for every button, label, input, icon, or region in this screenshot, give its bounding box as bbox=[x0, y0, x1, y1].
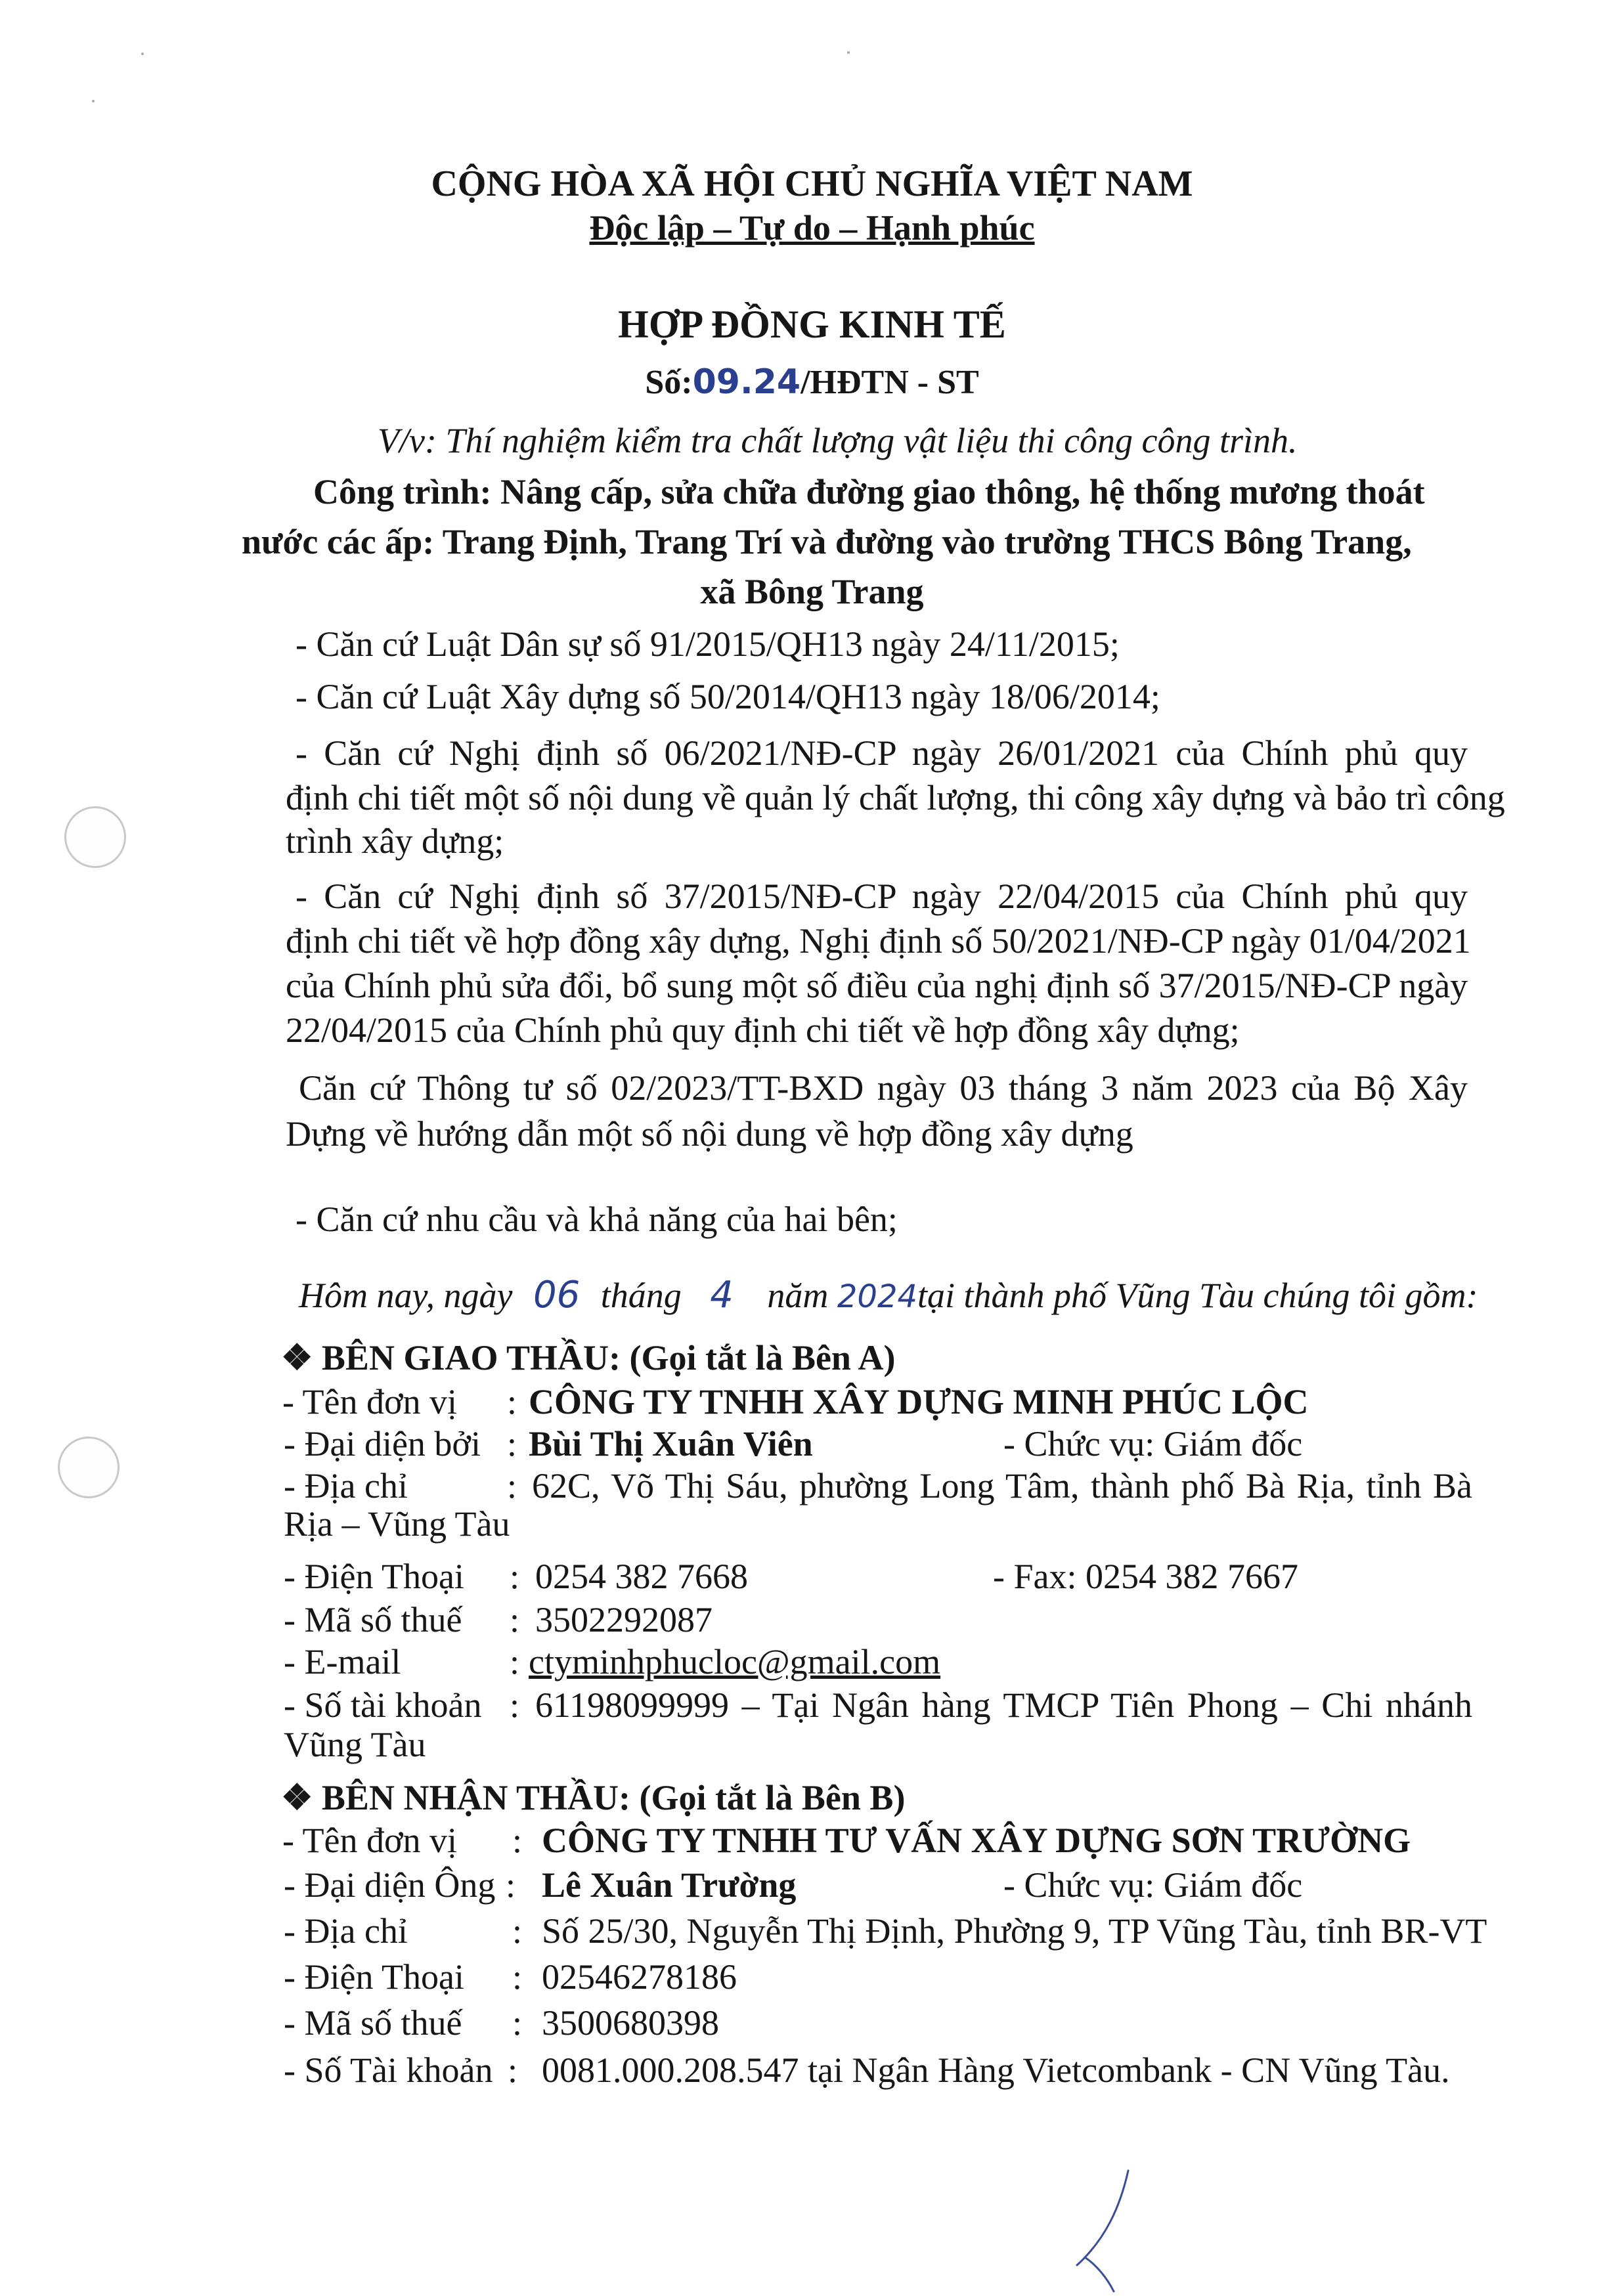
party-b-tax: 3500680398 bbox=[542, 2003, 719, 2043]
pen-stroke-mark bbox=[1051, 2167, 1143, 2296]
party-a-email-label: - E-mail bbox=[284, 1642, 401, 1681]
party-b-sep: : bbox=[506, 1865, 516, 1905]
party-b-sep: : bbox=[512, 1957, 523, 1997]
party-a-fax: - Fax: 0254 382 7667 bbox=[993, 1557, 1298, 1596]
party-a-tax: 3502292087 bbox=[535, 1600, 713, 1639]
punch-hole bbox=[58, 1437, 120, 1498]
party-a-sep: : bbox=[507, 1466, 517, 1505]
party-b-sep: : bbox=[512, 1911, 523, 1951]
legal-basis-5b: Dựng về hướng dẫn một số nội dung về hợp đồng xây dựng bbox=[286, 1114, 1133, 1154]
scan-speck bbox=[847, 51, 850, 54]
party-b-address-label: - Địa chỉ bbox=[284, 1911, 408, 1951]
party-b-rep: Lê Xuân Trường bbox=[542, 1865, 797, 1905]
party-b-name: CÔNG TY TNHH TƯ VẤN XÂY DỰNG SƠN TRƯỜNG bbox=[542, 1821, 1411, 1860]
party-a-rep: Bùi Thị Xuân Viên bbox=[529, 1424, 813, 1463]
party-a-sep: : bbox=[510, 1642, 520, 1681]
handwritten-number: 09.24 bbox=[692, 362, 801, 402]
party-b-heading: ❖ BÊN NHẬN THẦU: (Gọi tắt là Bên B) bbox=[281, 1778, 906, 1817]
legal-basis-5a: Căn cứ Thông tư số 02/2023/TT-BXD ngày 03 tháng 3 năm 2023 của Bộ Xây bbox=[299, 1068, 1468, 1108]
party-b-account-label: - Số Tài khoản bbox=[284, 2050, 493, 2090]
legal-basis-4b: định chi tiết về hợp đồng xây dựng, Nghị định số 50/2021/NĐ-CP ngày 01/04/2021 bbox=[286, 921, 1471, 961]
legal-basis-1: - Căn cứ Luật Dân sự số 91/2015/QH13 ngày 24/11/2015; bbox=[296, 624, 1120, 664]
party-a-account-1: 61198099999 – Tại Ngân hàng TMCP Tiên Phong – Chi nhánh bbox=[535, 1685, 1472, 1725]
handwritten-year: 2024 bbox=[837, 1278, 918, 1315]
scan-speck bbox=[92, 100, 95, 102]
party-a-address-2: Rịa – Vũng Tàu bbox=[284, 1504, 510, 1544]
contract-number: Số:09.24/HĐTN - ST bbox=[645, 362, 979, 402]
project-line-1: Công trình: Nâng cấp, sửa chữa đường giao thông, hệ thống mương thoát bbox=[313, 472, 1425, 511]
party-a-sep: : bbox=[510, 1685, 520, 1725]
scan-speck bbox=[141, 53, 144, 55]
legal-basis-4a: - Căn cứ Nghị định số 37/2015/NĐ-CP ngày 22/04/2015 của Chính phủ quy bbox=[296, 877, 1468, 916]
legal-basis-4c: của Chính phủ sửa đổi, bổ sung một số điều của nghị định số 37/2015/NĐ-CP ngày bbox=[286, 966, 1468, 1005]
party-b-tax-label: - Mã số thuế bbox=[284, 2003, 462, 2043]
party-b-sep: : bbox=[508, 2050, 518, 2090]
project-line-2: nước các ấp: Trang Định, Trang Trí và đường vào trường THCS Bông Trang, bbox=[242, 522, 1412, 561]
party-a-position: - Chức vụ: Giám đốc bbox=[1003, 1424, 1303, 1463]
party-a-name-label: - Tên đơn vị bbox=[282, 1382, 458, 1421]
party-b-name-label: - Tên đơn vị bbox=[282, 1821, 458, 1860]
party-a-sep: : bbox=[510, 1557, 520, 1596]
party-a-account-2: Vũng Tàu bbox=[284, 1725, 426, 1764]
party-b-sep: : bbox=[512, 2003, 523, 2043]
nation-title: CỘNG HÒA XÃ HỘI CHỦ NGHĨA VIỆT NAM bbox=[431, 163, 1193, 204]
party-b-sep: : bbox=[512, 1821, 523, 1860]
contract-title: HỢP ĐỒNG KINH TẾ bbox=[618, 303, 1006, 346]
party-a-tax-label: - Mã số thuế bbox=[284, 1600, 462, 1639]
party-b-position: - Chức vụ: Giám đốc bbox=[1003, 1865, 1303, 1905]
handwritten-month: 4 bbox=[710, 1274, 734, 1316]
party-a-account-label: - Số tài khoản bbox=[284, 1685, 482, 1725]
party-a-sep: : bbox=[507, 1424, 517, 1463]
party-b-phone-label: - Điện Thoại bbox=[284, 1957, 464, 1997]
legal-basis-3a: - Căn cứ Nghị định số 06/2021/NĐ-CP ngày 26/01/2021 của Chính phủ quy bbox=[296, 733, 1468, 773]
contract-date-line: Hôm nay, ngày 06 tháng 4 năm 2024tại thành phố Vũng Tàu chúng tôi gồm: bbox=[299, 1274, 1478, 1316]
party-b-phone: 02546278186 bbox=[542, 1957, 737, 1997]
punch-hole bbox=[64, 806, 126, 868]
party-a-phone: 0254 382 7668 bbox=[535, 1557, 748, 1596]
handwritten-day: 06 bbox=[533, 1274, 581, 1316]
legal-basis-6: - Căn cứ nhu cầu và khả năng của hai bên; bbox=[296, 1200, 898, 1239]
party-a-sep: : bbox=[510, 1600, 520, 1639]
party-a-name: CÔNG TY TNHH XÂY DỰNG MINH PHÚC LỘC bbox=[529, 1382, 1309, 1421]
legal-basis-3c: trình xây dựng; bbox=[286, 821, 504, 861]
legal-basis-4d: 22/04/2015 của Chính phủ quy định chi tiết về hợp đồng xây dựng; bbox=[286, 1010, 1240, 1050]
legal-basis-2: - Căn cứ Luật Xây dựng số 50/2014/QH13 ngày 18/06/2014; bbox=[296, 677, 1160, 716]
party-a-heading: ❖ BÊN GIAO THẦU: (Gọi tắt là Bên A) bbox=[281, 1338, 896, 1377]
party-a-sep: : bbox=[507, 1382, 517, 1421]
project-line-3: xã Bông Trang bbox=[700, 572, 924, 611]
party-b-address: Số 25/30, Nguyễn Thị Định, Phường 9, TP Vũng Tàu, tỉnh BR-VT bbox=[542, 1911, 1487, 1951]
party-b-account: 0081.000.208.547 tại Ngân Hàng Vietcombank - CN Vũng Tàu. bbox=[542, 2050, 1450, 2090]
legal-basis-3b: định chi tiết một số nội dung về quản lý chất lượng, thi công xây dựng và bảo trì công bbox=[286, 778, 1505, 817]
party-a-email-link[interactable]: ctyminhphucloc@gmail.com bbox=[529, 1642, 941, 1681]
party-b-rep-label: - Đại diện Ông bbox=[284, 1865, 496, 1905]
party-a-address-1: 62C, Võ Thị Sáu, phường Long Tâm, thành phố Bà Rịa, tỉnh Bà bbox=[532, 1466, 1472, 1505]
party-a-address-label: - Địa chỉ bbox=[284, 1466, 408, 1505]
nation-motto: Độc lập – Tự do – Hạnh phúc bbox=[589, 208, 1035, 248]
party-a-rep-label: - Đại diện bởi bbox=[284, 1424, 481, 1463]
party-a-phone-label: - Điện Thoại bbox=[284, 1557, 464, 1596]
contract-subject: V/v: Thí nghiệm kiểm tra chất lượng vật liệu thi công công trình. bbox=[378, 421, 1298, 460]
